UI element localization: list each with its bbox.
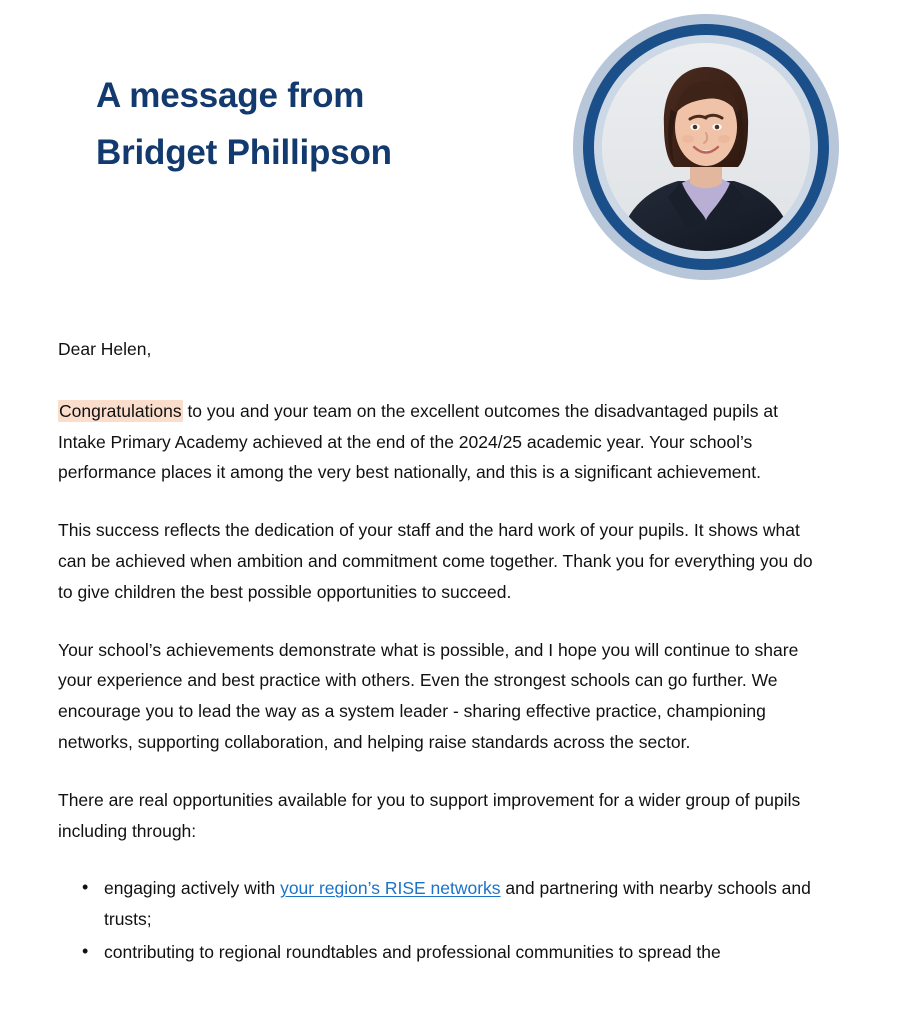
list-item xyxy=(104,937,830,968)
paragraph-4: There are real opportunities available for you to support improvement for a wider group of pupils including through: xyxy=(58,789,801,841)
list-item-suffix: and partnering with nearby schools and trusts; xyxy=(104,878,811,930)
paragraph-2: This success reflects the dedication of your staff and the hard work of your pupils. It shows what can be achieved when ambition and commitment come together. Thank you for everything you do to give children the best possible opportunities to succeed. xyxy=(58,520,813,602)
page-title-line-1: A message from xyxy=(96,76,365,115)
paragraph-1-rest: to you and your team on the excellent outcomes the disadvantaged pupils at Intake Primary Academy achieved at the end of the 2024/25 academic year. Your school’s performance places it among the very best nationally, and this is a significant achievement. xyxy=(58,400,778,483)
page-title xyxy=(96,68,536,181)
letter-body xyxy=(58,334,830,970)
avatar xyxy=(573,14,839,280)
list-item xyxy=(104,873,830,935)
document-header xyxy=(0,0,898,300)
salutation: Dear Helen, xyxy=(58,339,152,359)
highlighted-text: Congratulations xyxy=(59,400,182,421)
list-item-prefix: engaging actively with xyxy=(104,878,281,899)
page-title-line-2: Bridget Phillipson xyxy=(96,132,392,172)
paragraph-3: Your school’s achievements demonstrate what is possible, and I hope you will continue to share your experience and best practice with others. Even the strongest schools can go further. We encourage you to lead the way as a system leader - sharing effective practice, championing networks, supporting collaboration, and helping raise standards across the sector. xyxy=(58,639,799,752)
paragraph-1 xyxy=(58,396,830,488)
rise-networks-link[interactable]: your region’s RISE networks xyxy=(280,878,501,899)
opportunities-list xyxy=(58,873,830,967)
list-item-prefix: contributing to regional roundtables and professional communities to spread the xyxy=(104,941,721,962)
avatar-photo xyxy=(602,43,810,251)
